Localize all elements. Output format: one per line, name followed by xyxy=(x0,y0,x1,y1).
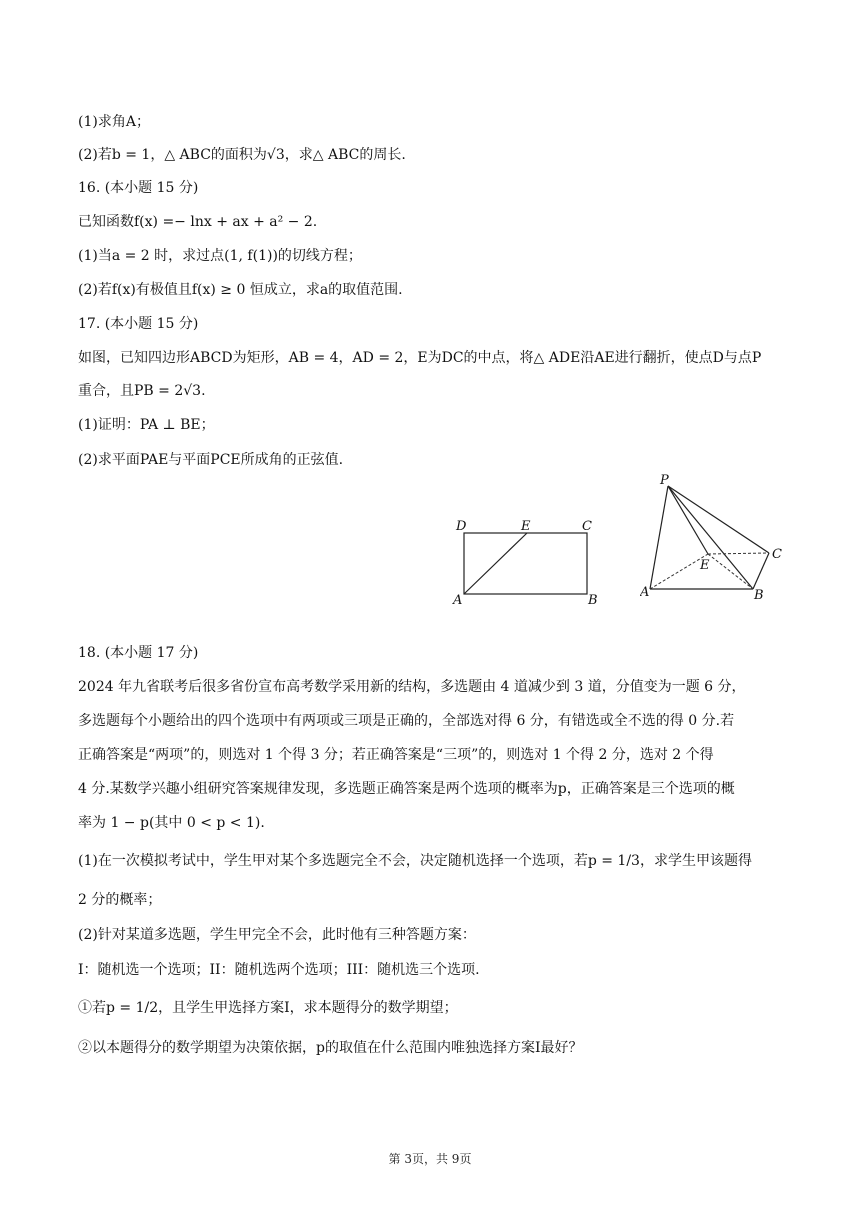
q15-part1: (1)求角A； xyxy=(78,114,150,130)
q18-header: 18. (本小题 17 分) xyxy=(78,645,199,661)
q18-stem-line4: 4 分.某数学兴趣小组研究答案规律发现，多选题正确答案是两个选项的概率为p，正确答案是三个选项的概 xyxy=(78,781,735,797)
q18-stem-line1: 2024 年九省联考后很多省份宣布高考数学采用新的结构，多选题由 4 道减少到 3 道，分值变为一题 6 分， xyxy=(78,679,746,695)
edge-pc xyxy=(668,486,769,553)
q16-header: 16. (本小题 15 分) xyxy=(78,180,199,196)
edge-eb-hidden xyxy=(708,554,753,589)
page-footer: 第 3页，共 9页 xyxy=(388,1152,472,1166)
label-c: C xyxy=(772,547,782,562)
label-e: E xyxy=(700,558,710,573)
q17-part1: (1)证明：PA ⊥ BE； xyxy=(78,417,215,433)
label-a: A xyxy=(640,585,650,600)
q17-header: 17. (本小题 15 分) xyxy=(78,316,199,332)
q16-part1: (1)当a = 2 时，求过点(1, f(1))的切线方程； xyxy=(78,248,362,264)
label-b: B xyxy=(588,593,598,608)
q15-part2: (2)若b = 1，△ ABC的面积为√3，求△ ABC的周长. xyxy=(78,147,406,163)
label-c: C xyxy=(582,519,592,534)
segment-ae xyxy=(464,533,527,594)
edge-pa xyxy=(650,486,668,589)
label-e: E xyxy=(521,519,531,534)
q18-stem-line2: 多选题每个小题给出的四个选项中有两项或三项是正确的，全部选对得 6 分，有错选或全不选的得 0 分.若 xyxy=(78,713,735,729)
q16-part2: (2)若f(x)有极值且f(x) ≥ 0 恒成立，求a的取值范围. xyxy=(78,282,403,298)
label-d: D xyxy=(456,519,467,534)
rectangle-abcd xyxy=(464,533,587,594)
q17-stem-line1: 如图，已知四边形ABCD为矩形，AB = 4，AD = 2，E为DC的中点，将△ ADE沿AE进行翻折，使点D与点P xyxy=(78,350,762,366)
edge-pe xyxy=(668,486,708,554)
edge-ec-hidden xyxy=(708,553,769,554)
label-p: P xyxy=(660,473,669,488)
q18-sub1: ①若p = 1/2，且学生甲选择方案I，求本题得分的数学期望； xyxy=(78,1000,458,1016)
q18-part2: (2)针对某道多选题，学生甲完全不会，此时他有三种答题方案： xyxy=(78,927,476,943)
q16-stem: 已知函数f(x) =− lnx + ax + a² − 2. xyxy=(78,214,318,230)
q18-stem-line5: 率为 1 − p(其中 0 < p < 1). xyxy=(78,815,265,831)
q18-plans: I：随机选一个选项；II：随机选两个选项；III：随机选三个选项. xyxy=(78,962,480,978)
figure-pyramid-pabce xyxy=(640,472,790,608)
figure-rectangle-abcd xyxy=(448,512,608,608)
q18-part1-line2: 2 分的概率； xyxy=(78,892,162,908)
q18-part1-line1: (1)在一次模拟考试中，学生甲对某个多选题完全不会，决定随机选择一个选项，若p = 1/3，求学生甲该题得 xyxy=(78,853,752,869)
q17-part2: (2)求平面PAE与平面PCE所成角的正弦值. xyxy=(78,452,344,468)
edge-bc xyxy=(753,553,769,589)
label-a: A xyxy=(453,593,463,608)
label-b: B xyxy=(754,588,764,603)
q17-stem-line2: 重合，且PB = 2√3. xyxy=(78,383,206,399)
q18-stem-line3: 正确答案是“两项”的，则选对 1 个得 3 分；若正确答案是“三项”的，则选对 1 个得 2 分，选对 2 个得 xyxy=(78,747,714,763)
q18-sub2: ②以本题得分的数学期望为决策依据，p的取值在什么范围内唯独选择方案I最好？ xyxy=(78,1040,583,1056)
edge-pb xyxy=(668,486,753,589)
